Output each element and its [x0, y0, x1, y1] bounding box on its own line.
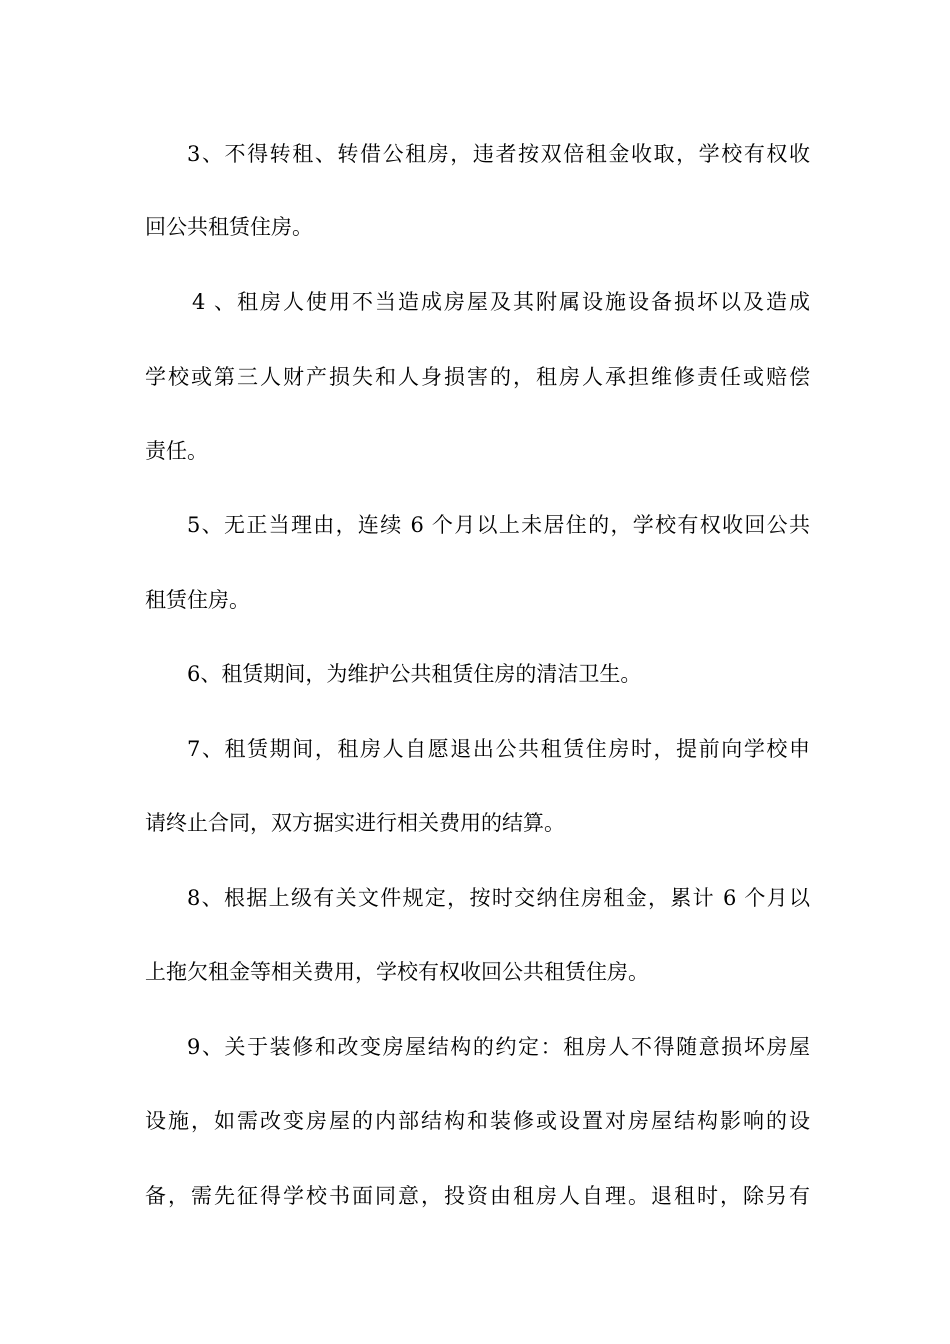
paragraph-3-line-2: 回公共租赁住房。	[145, 215, 313, 239]
paragraph-9-line-3: 备，需先征得学校书面同意，投资由租房人自理。退租时，除另有	[145, 1184, 810, 1208]
paragraph-8-line-1: 8、根据上级有关文件规定，按时交纳住房租金，累计 6 个月以	[187, 886, 810, 910]
paragraph-5-line-2: 租赁住房。	[145, 588, 250, 612]
paragraph-7-line-2: 请终止合同，双方据实进行相关费用的结算。	[145, 811, 565, 835]
paragraph-9-line-2: 设施，如需改变房屋的内部结构和装修或设置对房屋结构影响的设	[145, 1109, 810, 1133]
paragraph-4-line-1: 4 、租房人使用不当造成房屋及其附属设施设备损坏以及造成	[192, 290, 810, 314]
paragraph-7-line-1: 7、租赁期间，租房人自愿退出公共租赁住房时，提前向学校申	[187, 737, 810, 761]
paragraph-5-line-1: 5、无正当理由，连续 6 个月以上未居住的，学校有权收回公共	[187, 513, 810, 537]
paragraph-4-line-2: 学校或第三人财产损失和人身损害的，租房人承担维修责任或赔偿	[145, 365, 810, 389]
paragraph-3-line-1: 3、不得转租、转借公租房，违者按双倍租金收取，学校有权收	[187, 142, 810, 166]
paragraph-8-line-2: 上拖欠租金等相关费用，学校有权收回公共租赁住房。	[145, 960, 649, 984]
paragraph-6-line-1: 6、租赁期间，为维护公共租赁住房的清洁卫生。	[187, 662, 642, 686]
paragraph-9-line-1: 9、关于装修和改变房屋结构的约定：租房人不得随意损坏房屋	[187, 1035, 810, 1059]
paragraph-4-line-3: 责任。	[145, 439, 208, 463]
